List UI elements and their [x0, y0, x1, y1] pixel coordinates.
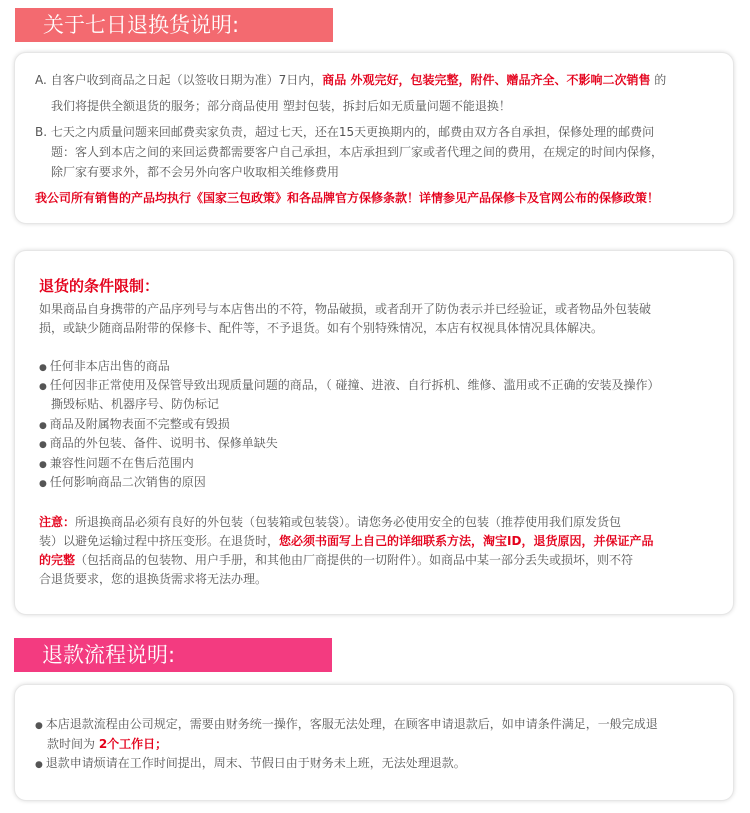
section-title: 关于七日退换货说明:	[43, 13, 240, 37]
list-item: ● 任何因非正常使用及保管导致出现质量问题的商品，（ 碰撞、进液、自行拆机、维修、滥用或不正确的安装及操作）	[39, 375, 660, 397]
section-banner-return-policy	[15, 8, 333, 42]
warranty-notice: 我公司所有销售的产品均执行《国家三包政策》和各品牌官方保修条款！详情参见产品保修卡及官网公布的保修政策！	[35, 191, 660, 205]
note-label: 注意：	[39, 515, 76, 529]
refund-time-text: 款时间为	[47, 737, 99, 751]
list-item: ● 商品及附属物表面不完整或有毁损	[39, 414, 230, 436]
note-text: （包括商品的包装物、用户手册，和其他由厂商提供的一切附件）。如商品中某一部分丢失或损坏，则不符	[75, 553, 634, 567]
refund-time-highlight: 2个工作日；	[98, 737, 168, 751]
conditions-title: 退货的条件限制：	[39, 277, 160, 295]
policy-a-line2: 我们将提供全额退货的服务；部分商品使用 塑封包装，拆封后如无质量问题不能退换！	[51, 99, 511, 113]
section-title: 退款流程说明:	[42, 643, 176, 667]
list-item: ● 任何非本店出售的商品	[39, 356, 170, 378]
refund-process-card	[14, 684, 734, 801]
note-line3	[39, 550, 633, 570]
return-policy-card	[14, 52, 734, 224]
list-item: ● 商品的外包装、备件、说明书、保修单缺失	[39, 433, 278, 455]
list-item: ● 任何影响商品二次销售的原因	[39, 472, 206, 494]
list-item: ● 兼容性问题不在售后范围内	[39, 453, 194, 475]
policy-a-line1	[35, 70, 666, 90]
list-item-continuation	[47, 734, 167, 754]
policy-a-highlight: 商品 外观完好，包装完整，附件、赠品齐全、不影响二次销售	[322, 73, 651, 87]
policy-a-text: A. 自客户收到商品之日起（以签收日期为准）7日内，	[35, 73, 323, 87]
note-highlight: 的完整	[39, 553, 76, 567]
policy-b-line2: 题：客人到本店之间的来回运费都需要客户自己承担，本店承担到厂家或者代理之间的费用，在规定的时间内保修，	[51, 145, 664, 159]
note-text: 所退换商品必须有良好的外包装（包装箱或包装袋）。请您务必使用安全的包装（推荐使用我们原发货包	[75, 515, 622, 529]
policy-b-line3: 除厂家有要求外，都不会另外向客户收取相关维修费用	[51, 165, 340, 179]
note-text: 装）以避免运输过程中挤压变形。在退货时，	[39, 534, 280, 548]
policy-a-tail: 的	[650, 73, 667, 87]
note-highlight: 您必须书面写上自己的详细联系方法，淘宝ID，退货原因，并保证产品	[279, 534, 654, 548]
note-line1	[39, 512, 621, 532]
policy-b-line1: B. 七天之内质量问题来回邮费卖家负责，超过七天，还在15天更换期内的，邮费由双方各自承担，保修处理的邮费问	[35, 125, 655, 139]
list-item: ● 本店退款流程由公司规定，需要由财务统一操作，客服无法处理，在顾客申请退款后，如申请条件满足，一般完成退	[35, 714, 658, 736]
note-line4: 合退货要求，您的退换货需求将无法办理。	[39, 572, 268, 586]
section-banner-refund-process	[14, 638, 332, 672]
list-item-continuation: 撕毁标贴、机器序号、防伪标记	[51, 397, 220, 411]
return-conditions-card	[14, 250, 734, 615]
conditions-intro-line1: 如果商品自身携带的产品序列号与本店售出的不符，物品破损，或者刮开了防伪表示并已经验证，或者物品外包装破	[39, 302, 652, 316]
note-line2	[39, 531, 653, 551]
list-item: ● 退款申请烦请在工作时间提出，周末、节假日由于财务未上班，无法处理退款。	[35, 753, 466, 775]
conditions-intro-line2: 损，或缺少随商品附带的保修卡、配件等，不予退货。如有个别特殊情况，本店有权视具体情况具体解决。	[39, 321, 604, 335]
